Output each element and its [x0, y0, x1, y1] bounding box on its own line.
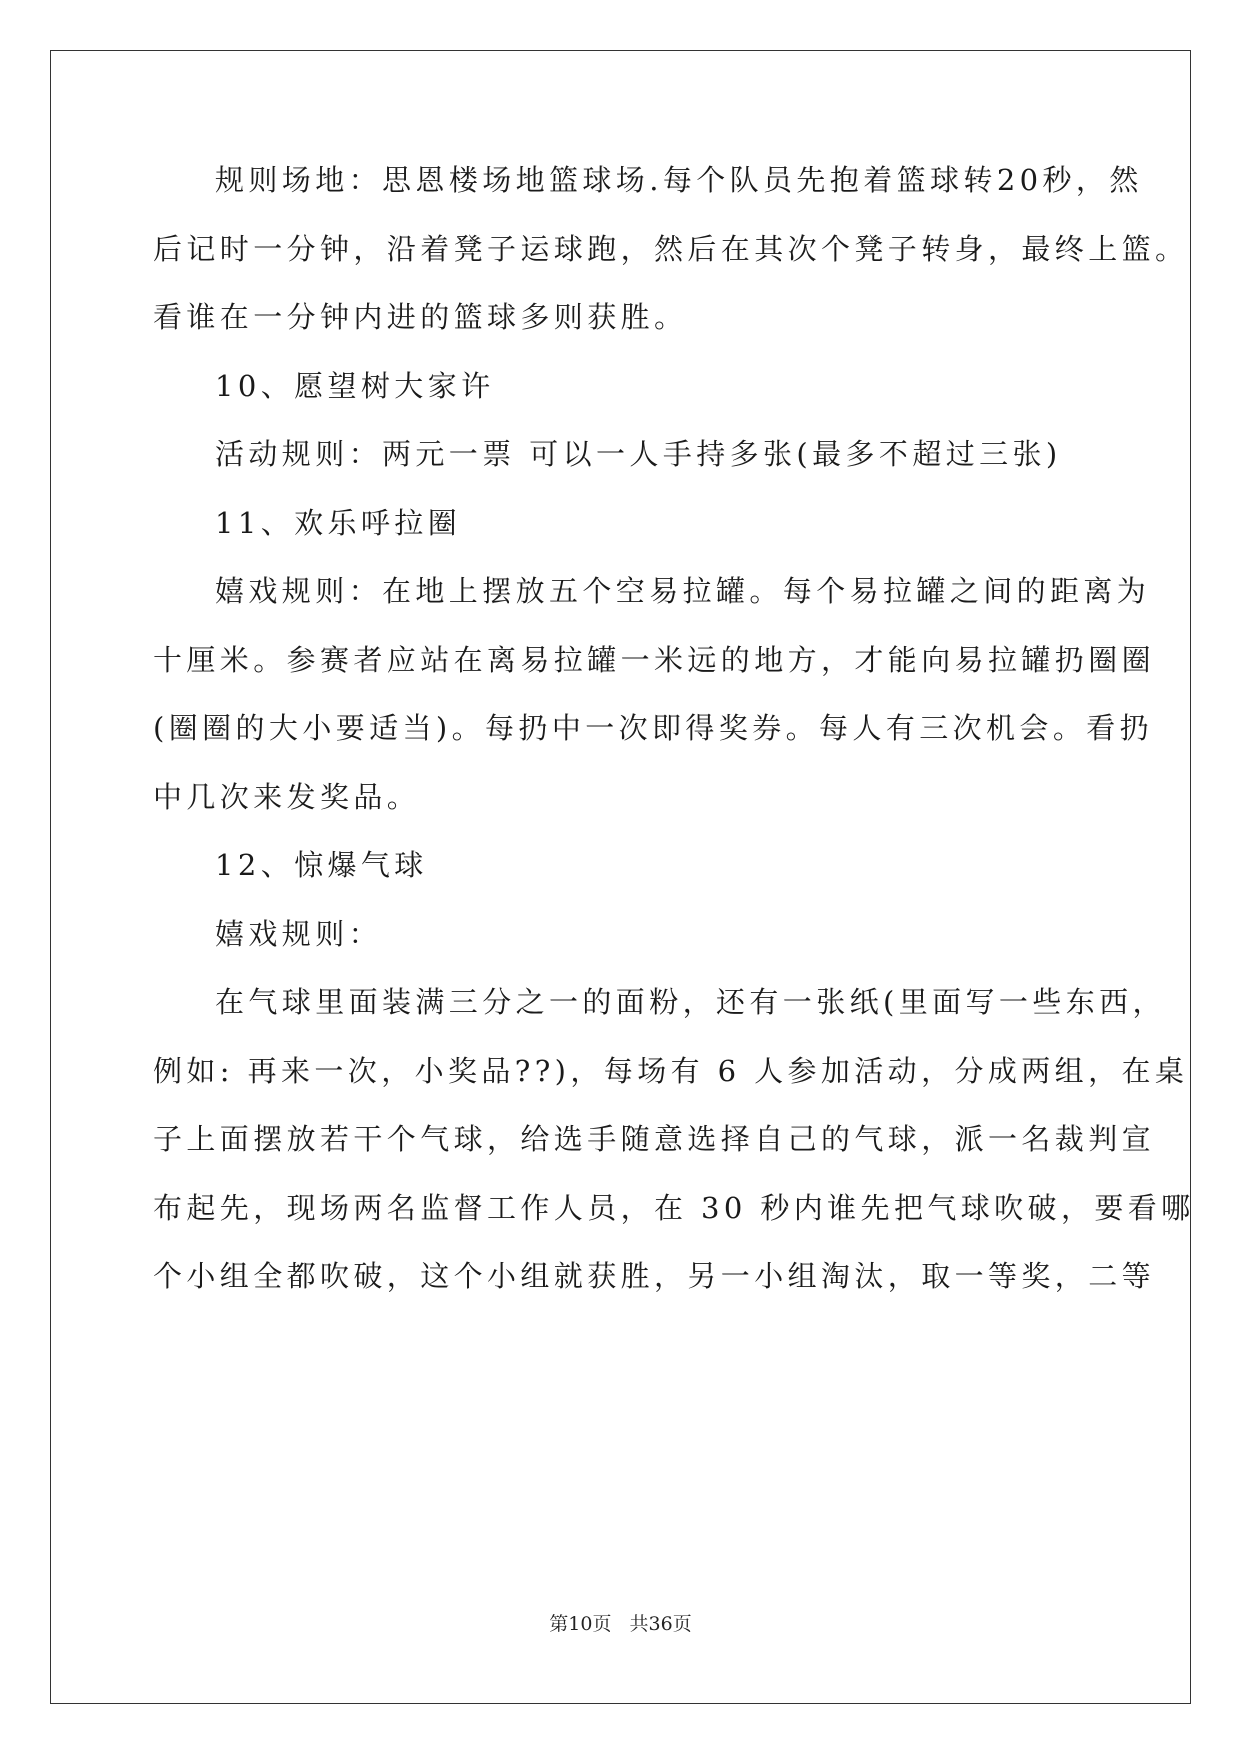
- text-line: (圈圈的大小要适当)。每扔中一次即得奖券。每人有三次机会。看扔: [153, 711, 1154, 745]
- text-line: 子上面摆放若干个气球，给选手随意选择自己的气球，派一名裁判宣: [153, 1122, 1156, 1156]
- text-line: 活动规则：两元一票 可以一人手持多张(最多不超过三张): [215, 437, 1062, 471]
- text-line: 中几次来发奖品。: [153, 779, 421, 814]
- text-line: 嬉戏规则：在地上摆放五个空易拉罐。每个易拉罐之间的距离为: [215, 574, 1151, 608]
- text-line: 12、惊爆气球: [215, 848, 428, 882]
- page-footer: [0, 1612, 1241, 1636]
- text-line: 个小组全都吹破，这个小组就获胜，另一小组淘汰，取一等奖，二等: [153, 1259, 1156, 1293]
- text-line: 在气球里面装满三分之一的面粉，还有一张纸(里面写一些东西，: [215, 985, 1166, 1019]
- text-line: 例如: 再来一次，小奖品??)，每场有 6 人参加活动，分成两组，在桌: [153, 1053, 1189, 1088]
- text-line: 十厘米。参赛者应站在离易拉罐一米远的地方，才能向易拉罐扔圈圈: [153, 642, 1156, 677]
- text-line: 布起先，现场两名监督工作人员，在 30 秒内谁先把气球吹破，要看哪: [153, 1190, 1195, 1225]
- page-total: 共36页: [629, 1613, 692, 1635]
- text-line: 嬉戏规则：: [215, 916, 383, 951]
- text-line: 看谁在一分钟内进的篮球多则获胜。: [153, 300, 688, 334]
- page-number: 第10页: [549, 1613, 612, 1635]
- text-line: 规则场地：思恩楼场地篮球场.每个队员先抱着篮球转20秒，然: [215, 163, 1143, 197]
- text-line: 10、愿望树大家许: [215, 368, 495, 403]
- text-line: 后记时一分钟，沿着凳子运球跑，然后在其次个凳子转身，最终上篮。: [153, 231, 1189, 266]
- text-line: 11、欢乐呼拉圈: [215, 505, 462, 540]
